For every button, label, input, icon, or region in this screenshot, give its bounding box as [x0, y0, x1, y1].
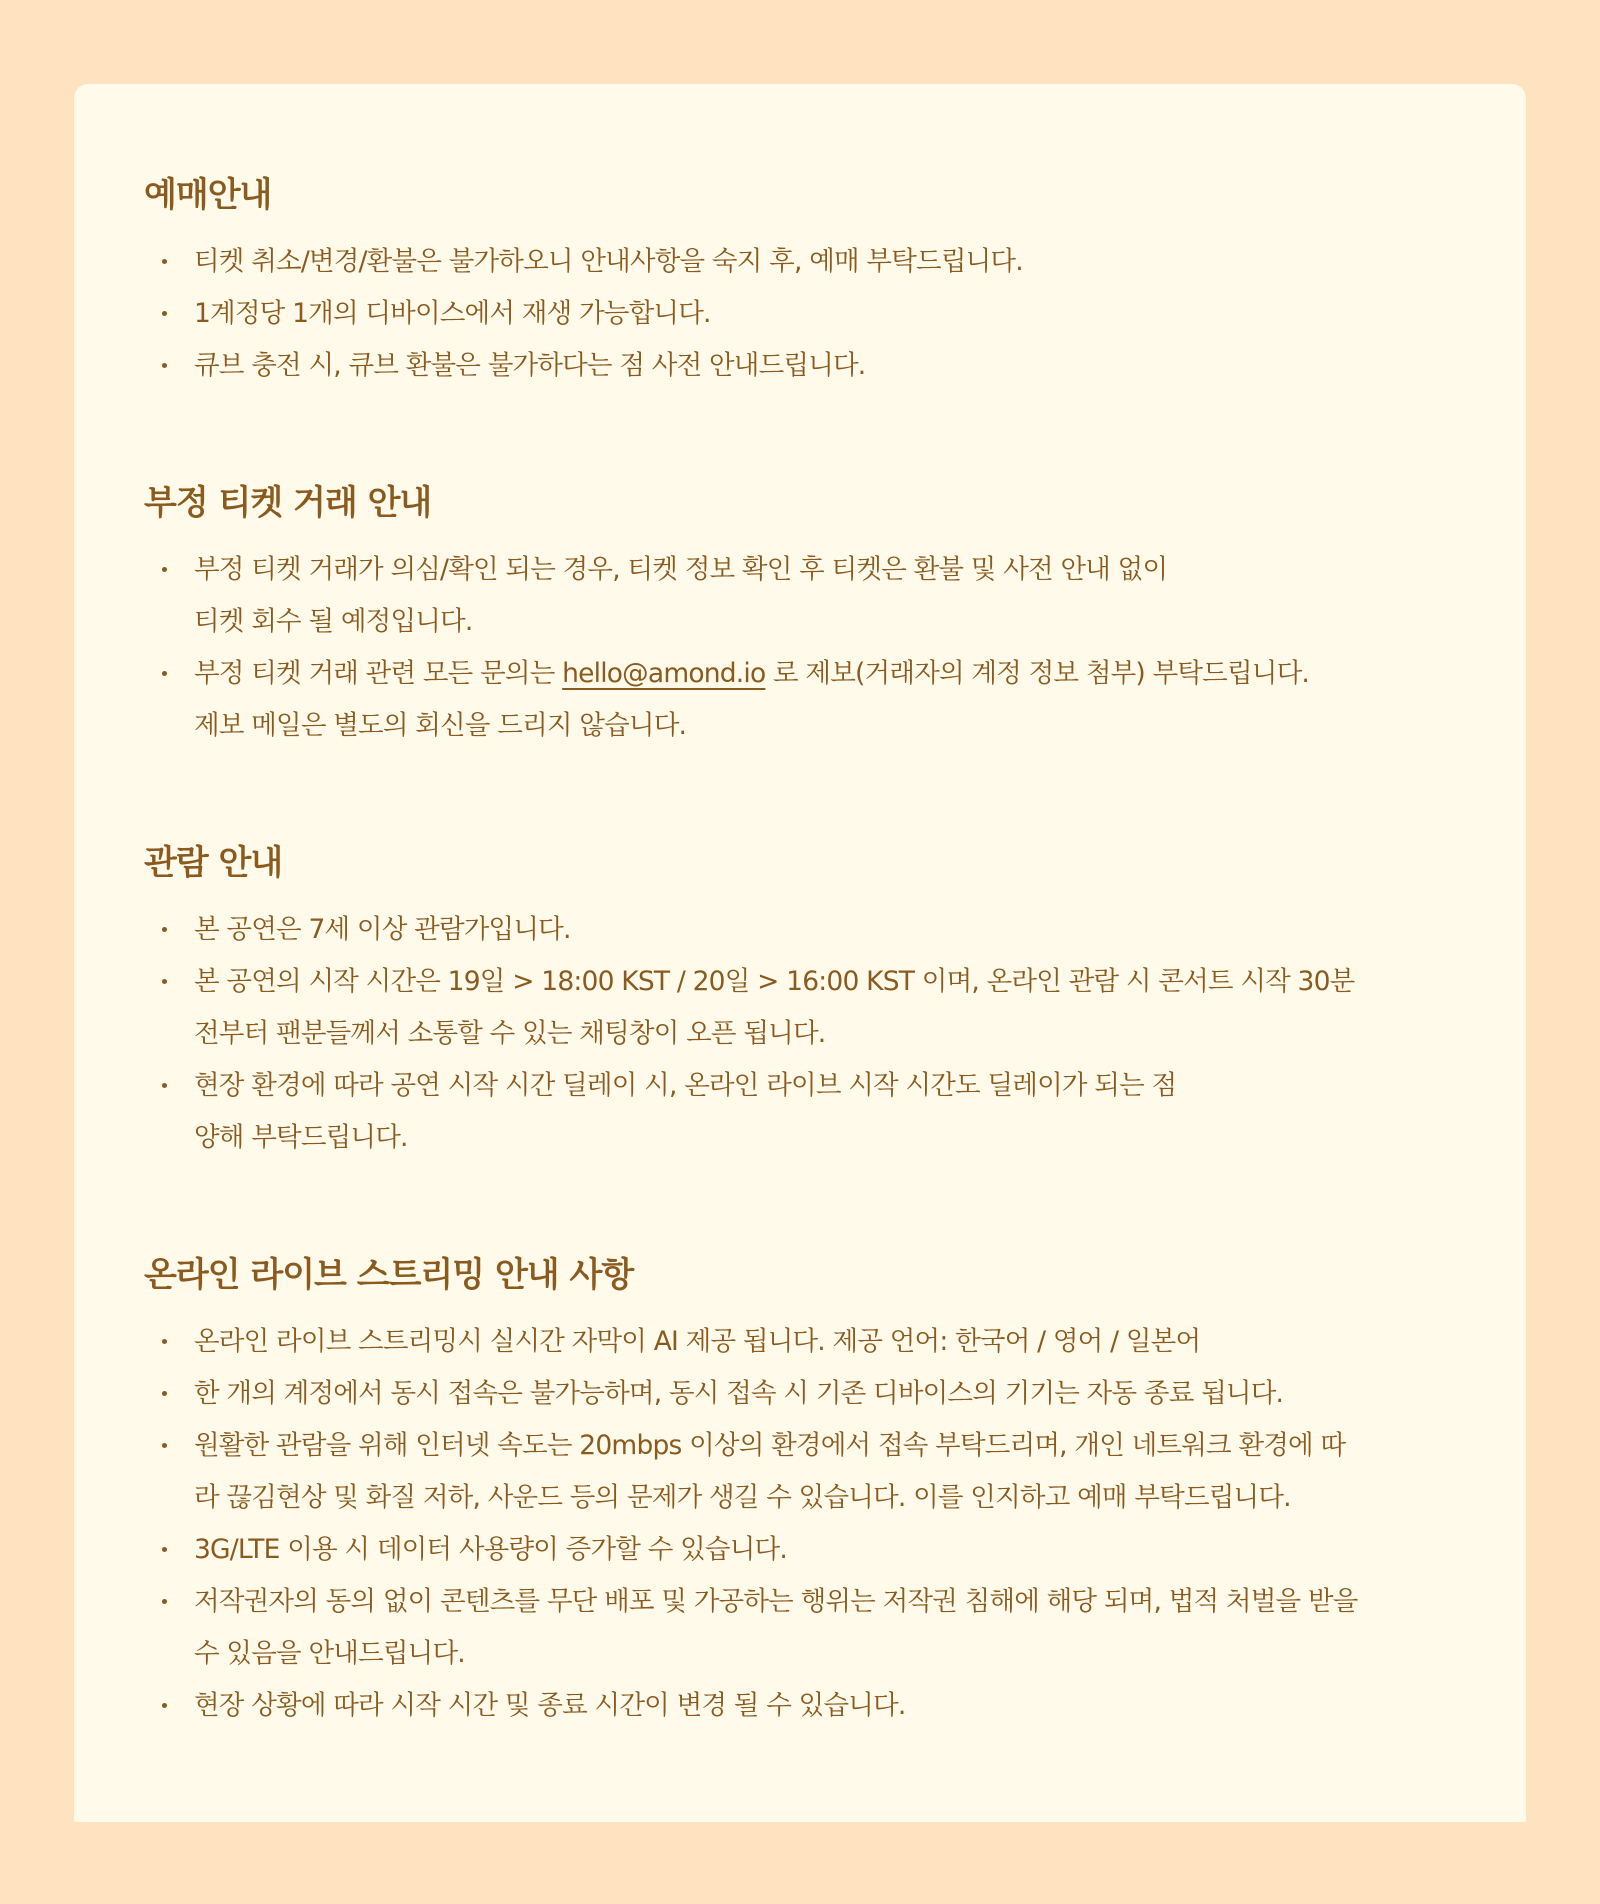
notice-list — [144, 544, 1526, 752]
list-item: 큐브 충전 시, 큐브 환불은 불가하다는 점 사전 안내드립니다. — [144, 340, 1526, 392]
list-item: 3G/LTE 이용 시 데이터 사용량이 증가할 수 있습니다. — [144, 1524, 1526, 1576]
bullet-icon — [162, 1083, 167, 1088]
list-item: 원활한 관람을 위해 인터넷 속도는 20mbps 이상의 환경에서 접속 부탁드리며, 개인 네트워크 환경에 따 라 끊김현상 및 화질 저하, 사운드 등의 문제가 생길 수 있습니다. 이를 인지하고 예매 부탁드립니다. — [144, 1420, 1526, 1524]
list-item: 본 공연의 시작 시간은 19일 > 18:00 KST / 20일 > 16:00 KST 이며, 온라인 관람 시 콘서트 시작 30분 전부터 팬분들께서 소통할 수 있는 채팅창이 오픈 됩니다. — [144, 956, 1526, 1060]
bullet-icon — [162, 927, 167, 932]
section-streaming-notice — [144, 1250, 1526, 1732]
list-item: 현장 상황에 따라 시작 시간 및 종료 시간이 변경 될 수 있습니다. — [144, 1680, 1526, 1732]
bullet-icon — [162, 1599, 167, 1604]
bullet-icon — [162, 671, 167, 676]
bullet-icon — [162, 979, 167, 984]
bullet-icon — [162, 567, 167, 572]
list-item: 부정 티켓 거래 관련 모든 문의는 hello@amond.io 로 제보(거래자의 계정 정보 첨부) 부탁드립니다. 제보 메일은 별도의 회신을 드리지 않습니다. — [144, 648, 1526, 752]
bullet-icon — [162, 311, 167, 316]
section-title: 관람 안내 — [144, 843, 283, 883]
notice-card — [74, 84, 1526, 1822]
notice-list — [144, 1316, 1526, 1732]
section-title: 부정 티켓 거래 안내 — [144, 483, 432, 523]
section-viewing-notice — [144, 838, 1526, 1164]
list-item: 현장 환경에 따라 공연 시작 시간 딜레이 시, 온라인 라이브 시작 시간도 딜레이가 되는 점 양해 부탁드립니다. — [144, 1060, 1526, 1164]
list-item: 온라인 라이브 스트리밍시 실시간 자막이 AI 제공 됩니다. 제공 언어: 한국어 / 영어 / 일본어 — [144, 1316, 1526, 1368]
bullet-icon — [162, 363, 167, 368]
bullet-icon — [162, 259, 167, 264]
list-item: 한 개의 계정에서 동시 접속은 불가능하며, 동시 접속 시 기존 디바이스의 기기는 자동 종료 됩니다. — [144, 1368, 1526, 1420]
list-item: 저작권자의 동의 없이 콘텐츠를 무단 배포 및 가공하는 행위는 저작권 침해에 해당 되며, 법적 처벌을 받을 수 있음을 안내드립니다. — [144, 1576, 1526, 1680]
bullet-icon — [162, 1391, 167, 1396]
list-item: 본 공연은 7세 이상 관람가입니다. — [144, 904, 1526, 956]
email-link[interactable]: hello@amond.io — [562, 658, 766, 689]
section-title: 온라인 라이브 스트리밍 안내 사항 — [144, 1255, 634, 1295]
bullet-icon — [162, 1547, 167, 1552]
notice-list — [144, 236, 1526, 392]
list-item: 1계정당 1개의 디바이스에서 재생 가능합니다. — [144, 288, 1526, 340]
section-booking-notice — [144, 170, 1526, 392]
bullet-icon — [162, 1703, 167, 1708]
bullet-icon — [162, 1339, 167, 1344]
section-fraud-notice — [144, 478, 1526, 752]
list-item: 티켓 취소/변경/환불은 불가하오니 안내사항을 숙지 후, 예매 부탁드립니다. — [144, 236, 1526, 288]
notice-list — [144, 904, 1526, 1164]
list-item: 부정 티켓 거래가 의심/확인 되는 경우, 티켓 정보 확인 후 티켓은 환불 및 사전 안내 없이 티켓 회수 될 예정입니다. — [144, 544, 1526, 648]
bullet-icon — [162, 1443, 167, 1448]
section-title: 예매안내 — [144, 175, 272, 215]
